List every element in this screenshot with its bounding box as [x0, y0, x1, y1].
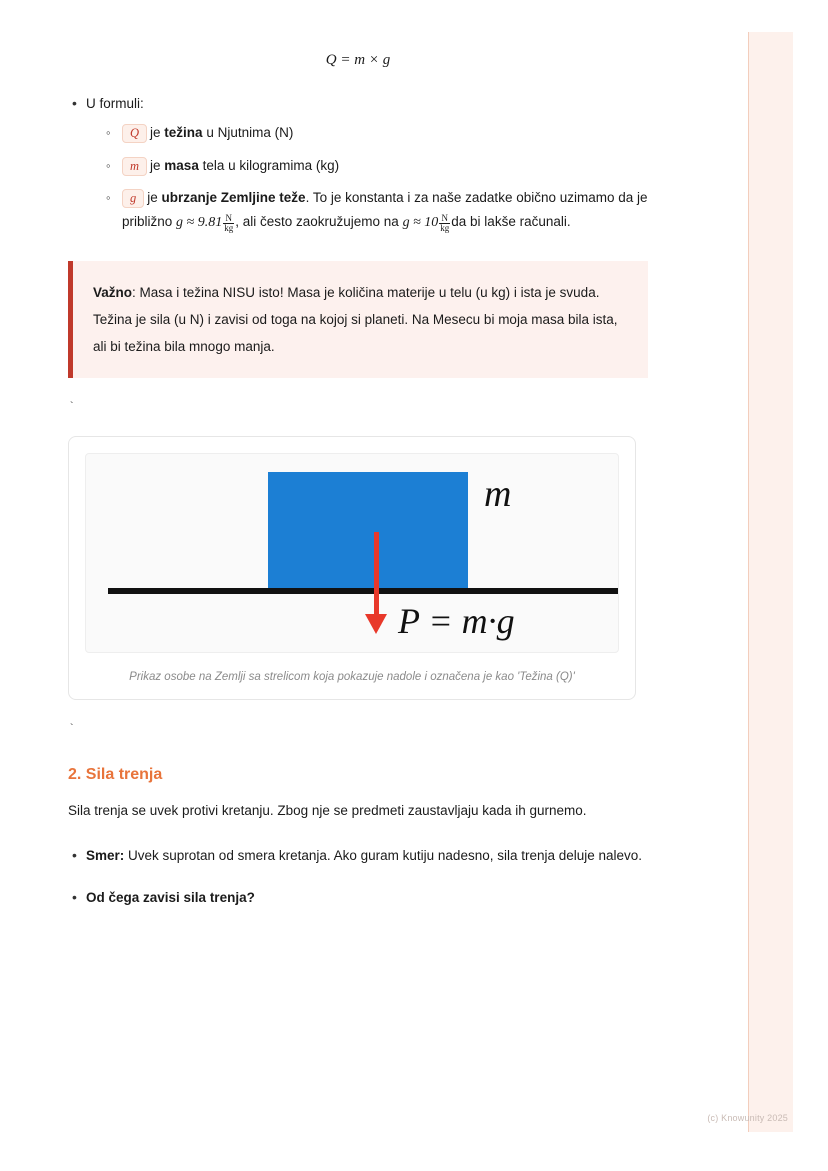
legend-g-frac-2 [439, 214, 450, 234]
figure-formula-label: P = m·g [398, 601, 515, 642]
document-content [68, 0, 648, 927]
legend-g-mid: , ali često zaokružujemo na [235, 214, 399, 230]
formula-legend-lead [86, 93, 648, 235]
legend-q-before: je [150, 125, 165, 141]
legend-m-bold: masa [164, 157, 199, 173]
legend-g-bold: ubrzanje Zemljine teže [161, 189, 306, 205]
legend-g-math-2: g ≈ 10 [402, 215, 439, 231]
formula-legend-lead-text: U formuli: [86, 96, 144, 111]
figure-force-arrow-head-icon [365, 614, 387, 634]
formula-weight [68, 52, 648, 69]
section-paragraph-friction: Sila trenja se uvek protivi kretanju. Zbog nje se predmeti zaustavljaju kada ih gurnemo. [68, 803, 587, 819]
formula-legend-list [68, 93, 648, 235]
legend-g-end: da bi lakše računali. [451, 214, 571, 230]
figure-caption: Prikaz osobe na Zemlji sa strelicom koja pokazuje nadole i označena je kao 'Težina (Q)' [129, 671, 575, 684]
figure-block-shape [268, 472, 468, 590]
legend-item-q [122, 121, 648, 145]
legend-q-bold: težina [164, 125, 203, 141]
symbol-chip-m: m [122, 157, 147, 176]
friction-bullet-direction-text: Uvek suprotan od smera kretanja. Ako guram kutiju nadesno, sila trenja deluje nalevo. [124, 847, 643, 863]
footer-credit: (c) Knowunity 2025 [707, 1113, 788, 1123]
callout-text: : Masa i težina NISU isto! Masa je količina materije u telu (u kg) i ista je svuda. Težina je sila (u N) i zavisi od toga na kojoj si planeti. Na Mesecu bi moja masa bila ista, ali bi težina bila mnogo manja. [93, 285, 618, 355]
friction-bullet-question-label: Od čega zavisi sila trenja? [86, 889, 255, 905]
figure-mass-label: m [484, 473, 512, 516]
friction-bullet-direction [86, 843, 648, 869]
stray-backtick-bottom: ` [68, 722, 76, 737]
legend-m-before: je [150, 157, 165, 173]
legend-q-after: u Njutnima (N) [202, 125, 294, 141]
figure-canvas [85, 453, 619, 653]
legend-g-math-1: g ≈ 9.81 [176, 215, 223, 231]
legend-g-before: je [147, 189, 162, 205]
symbol-chip-g: g [122, 189, 144, 208]
friction-bullet-list [68, 843, 648, 912]
section-heading-friction: 2. Sila trenja [68, 766, 163, 784]
legend-g-after: . To je konstanta i za naše zadatke obično uzimamo da je približno [122, 189, 648, 230]
important-callout [68, 261, 648, 378]
legend-g-frac-2-num: N [439, 214, 450, 224]
friction-bullet-direction-label: Smer: [86, 847, 125, 863]
legend-g-frac-1 [223, 214, 234, 234]
legend-g-frac-1-den: kg [224, 223, 234, 234]
callout-label: Važno [93, 285, 133, 301]
legend-g-frac-2-den: kg [440, 223, 450, 234]
figure-force-arrow-shaft [374, 532, 379, 618]
friction-bullet-question [86, 885, 648, 911]
page-side-strip [749, 32, 793, 1132]
legend-item-g [122, 186, 648, 235]
formula-weight-text: Q = m × g [325, 52, 391, 68]
figure-weight-diagram [68, 436, 636, 700]
figure-ground-line [108, 588, 619, 594]
formula-legend-sublist [86, 121, 648, 235]
symbol-chip-q: Q [122, 124, 147, 143]
stray-backtick-top: ` [68, 400, 76, 415]
legend-g-frac-1-num: N [223, 214, 234, 224]
page-side-divider [748, 32, 749, 1132]
legend-item-m [122, 154, 648, 178]
legend-m-after: tela u kilogramima (kg) [198, 157, 340, 173]
